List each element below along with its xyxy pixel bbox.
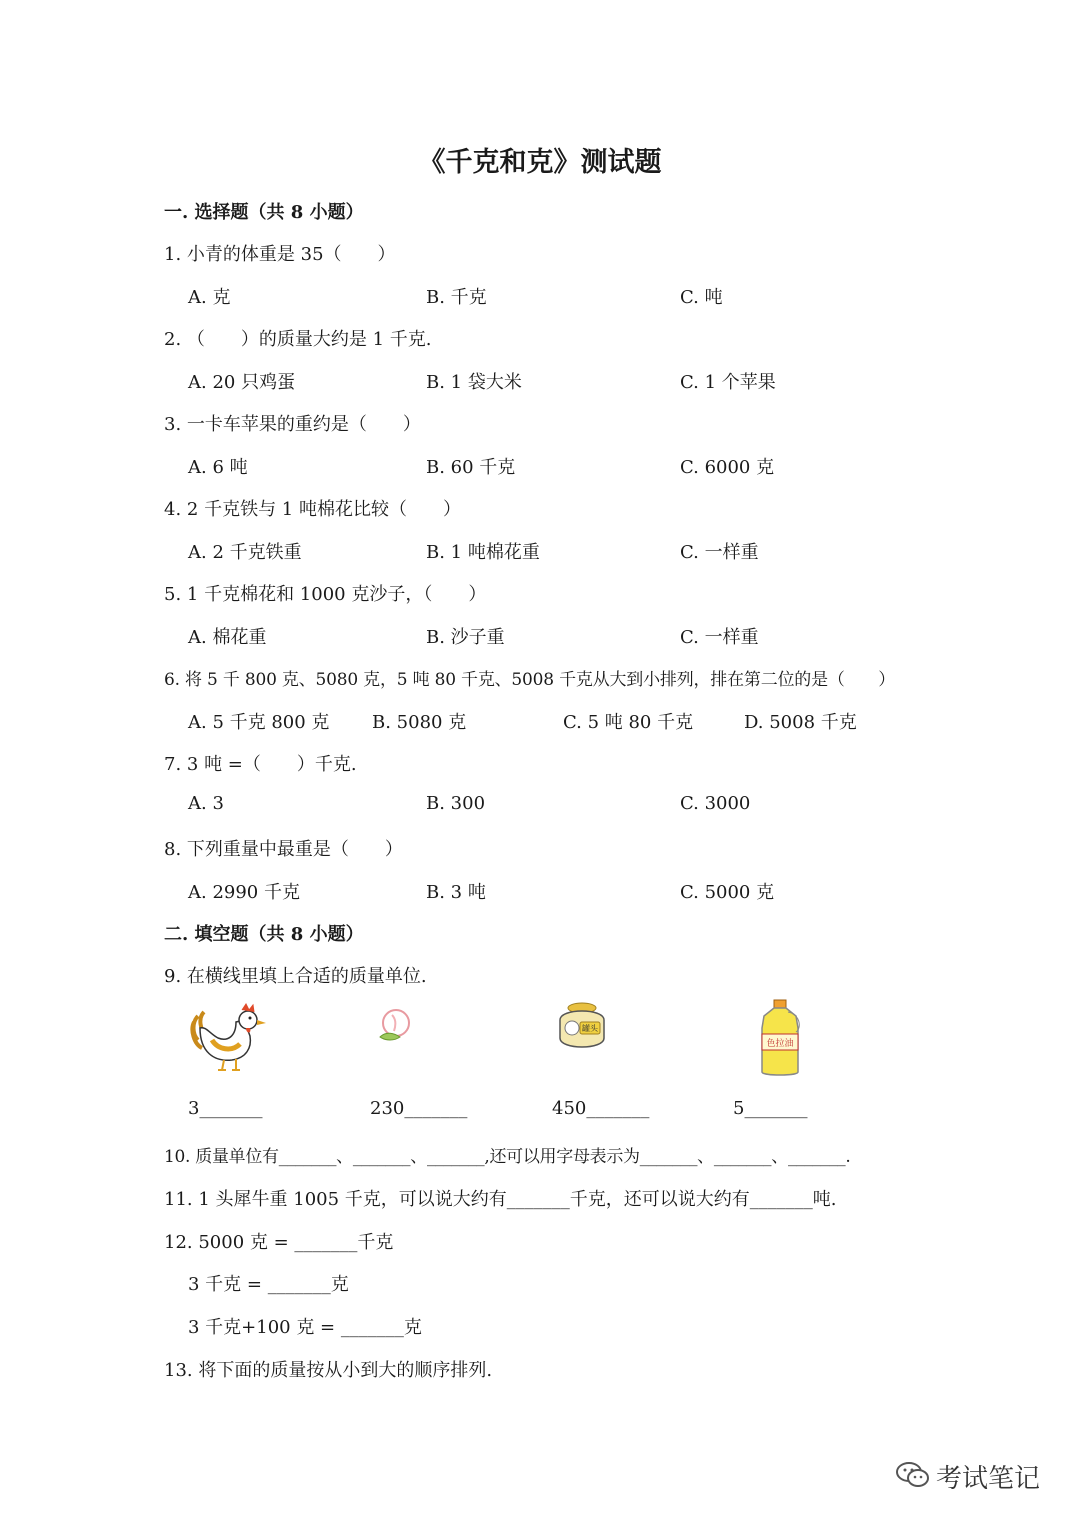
jar-label: 罐头 [582, 1024, 598, 1033]
q3-option-b: B. 60 千克 [426, 457, 516, 478]
q2-option-a: A. 20 只鸡蛋 [188, 372, 296, 393]
q5-option-c: C. 一样重 [680, 627, 759, 648]
canned-food-jar-image [554, 1000, 610, 1056]
q4-option-a: A. 2 千克铁重 [188, 542, 302, 563]
q4-option-b: B. 1 吨棉花重 [426, 542, 540, 563]
q9-blank-rooster: 3_______ [188, 1098, 263, 1119]
question-6: 6. 将 5 千 800 克、5080 克，5 吨 80 千克、5008 千克从大到小排列，排在第二位的是（ ） [164, 670, 896, 690]
q8-option-a: A. 2990 千克 [188, 882, 300, 903]
q1-option-b: B. 千克 [426, 287, 487, 308]
question-5: 5. 1 千克棉花和 1000 克沙子，（ ） [164, 584, 487, 605]
q2-option-b: B. 1 袋大米 [426, 372, 522, 393]
question-4: 4. 2 千克铁与 1 吨棉花比较（ ） [164, 499, 461, 520]
q2-option-c: C. 1 个苹果 [680, 372, 776, 393]
q6-option-a: A. 5 千克 800 克 [188, 712, 330, 733]
q7-option-b: B. 300 [426, 793, 486, 814]
question-3: 3. 一卡车苹果的重约是（ ） [164, 414, 421, 435]
question-12: 12. 5000 克 = _______千克 [164, 1232, 394, 1253]
question-12-line-3: 3 千克+100 克 = _______克 [188, 1317, 422, 1338]
q6-option-c: C. 5 吨 80 千克 [563, 712, 694, 733]
bottle-label: 色拉油 [766, 1039, 794, 1049]
q9-blank-jar: 450_______ [552, 1098, 650, 1119]
question-2: 2. （ ）的质量大约是 1 千克. [164, 329, 432, 350]
q6-option-b: B. 5080 克 [372, 712, 467, 733]
question-7: 7. 3 吨 =（ ）千克. [164, 754, 357, 775]
q5-option-a: A. 棉花重 [188, 627, 267, 648]
oil-bottle-image [750, 998, 810, 1082]
section-fill-heading: 二. 填空题（共 8 小题） [164, 924, 364, 945]
question-8: 8. 下列重量中最重是（ ） [164, 839, 403, 860]
q9-blank-peach: 230_______ [370, 1098, 468, 1119]
q3-option-a: A. 6 吨 [188, 457, 248, 478]
q1-option-c: C. 吨 [680, 287, 723, 308]
rooster-image [188, 1000, 274, 1078]
q6-option-d: D. 5008 千克 [744, 712, 857, 733]
question-9: 9. 在横线里填上合适的质量单位. [164, 966, 427, 987]
q1-option-a: A. 克 [188, 287, 231, 308]
q8-option-b: B. 3 吨 [426, 882, 486, 903]
peach-image [372, 1005, 418, 1047]
page-title: 《千克和克》测试题 [418, 147, 662, 178]
q8-option-c: C. 5000 克 [680, 882, 775, 903]
q9-blank-bottle: 5_______ [733, 1098, 808, 1119]
q7-option-c: C. 3000 [680, 793, 751, 814]
q4-option-c: C. 一样重 [680, 542, 759, 563]
question-11: 11. 1 头犀牛重 1005 千克，可以说大约有_______千克，还可以说大约有_______吨. [164, 1189, 837, 1210]
q5-option-b: B. 沙子重 [426, 627, 505, 648]
section-choice-heading: 一. 选择题（共 8 小题） [164, 202, 364, 223]
wechat-icon [895, 1460, 931, 1494]
q7-option-a: A. 3 [188, 793, 224, 814]
question-13: 13. 将下面的质量按从小到大的顺序排列. [164, 1360, 493, 1381]
q3-option-c: C. 6000 克 [680, 457, 775, 478]
question-1: 1. 小青的体重是 35（ ） [164, 244, 396, 265]
question-10: 10. 质量单位有_______、_______、_______,还可以用字母表示为_______、_______、_______. [164, 1147, 851, 1167]
question-12-line-2: 3 千克 = _______克 [188, 1274, 349, 1295]
watermark-text: 考试笔记 [936, 1464, 1041, 1494]
